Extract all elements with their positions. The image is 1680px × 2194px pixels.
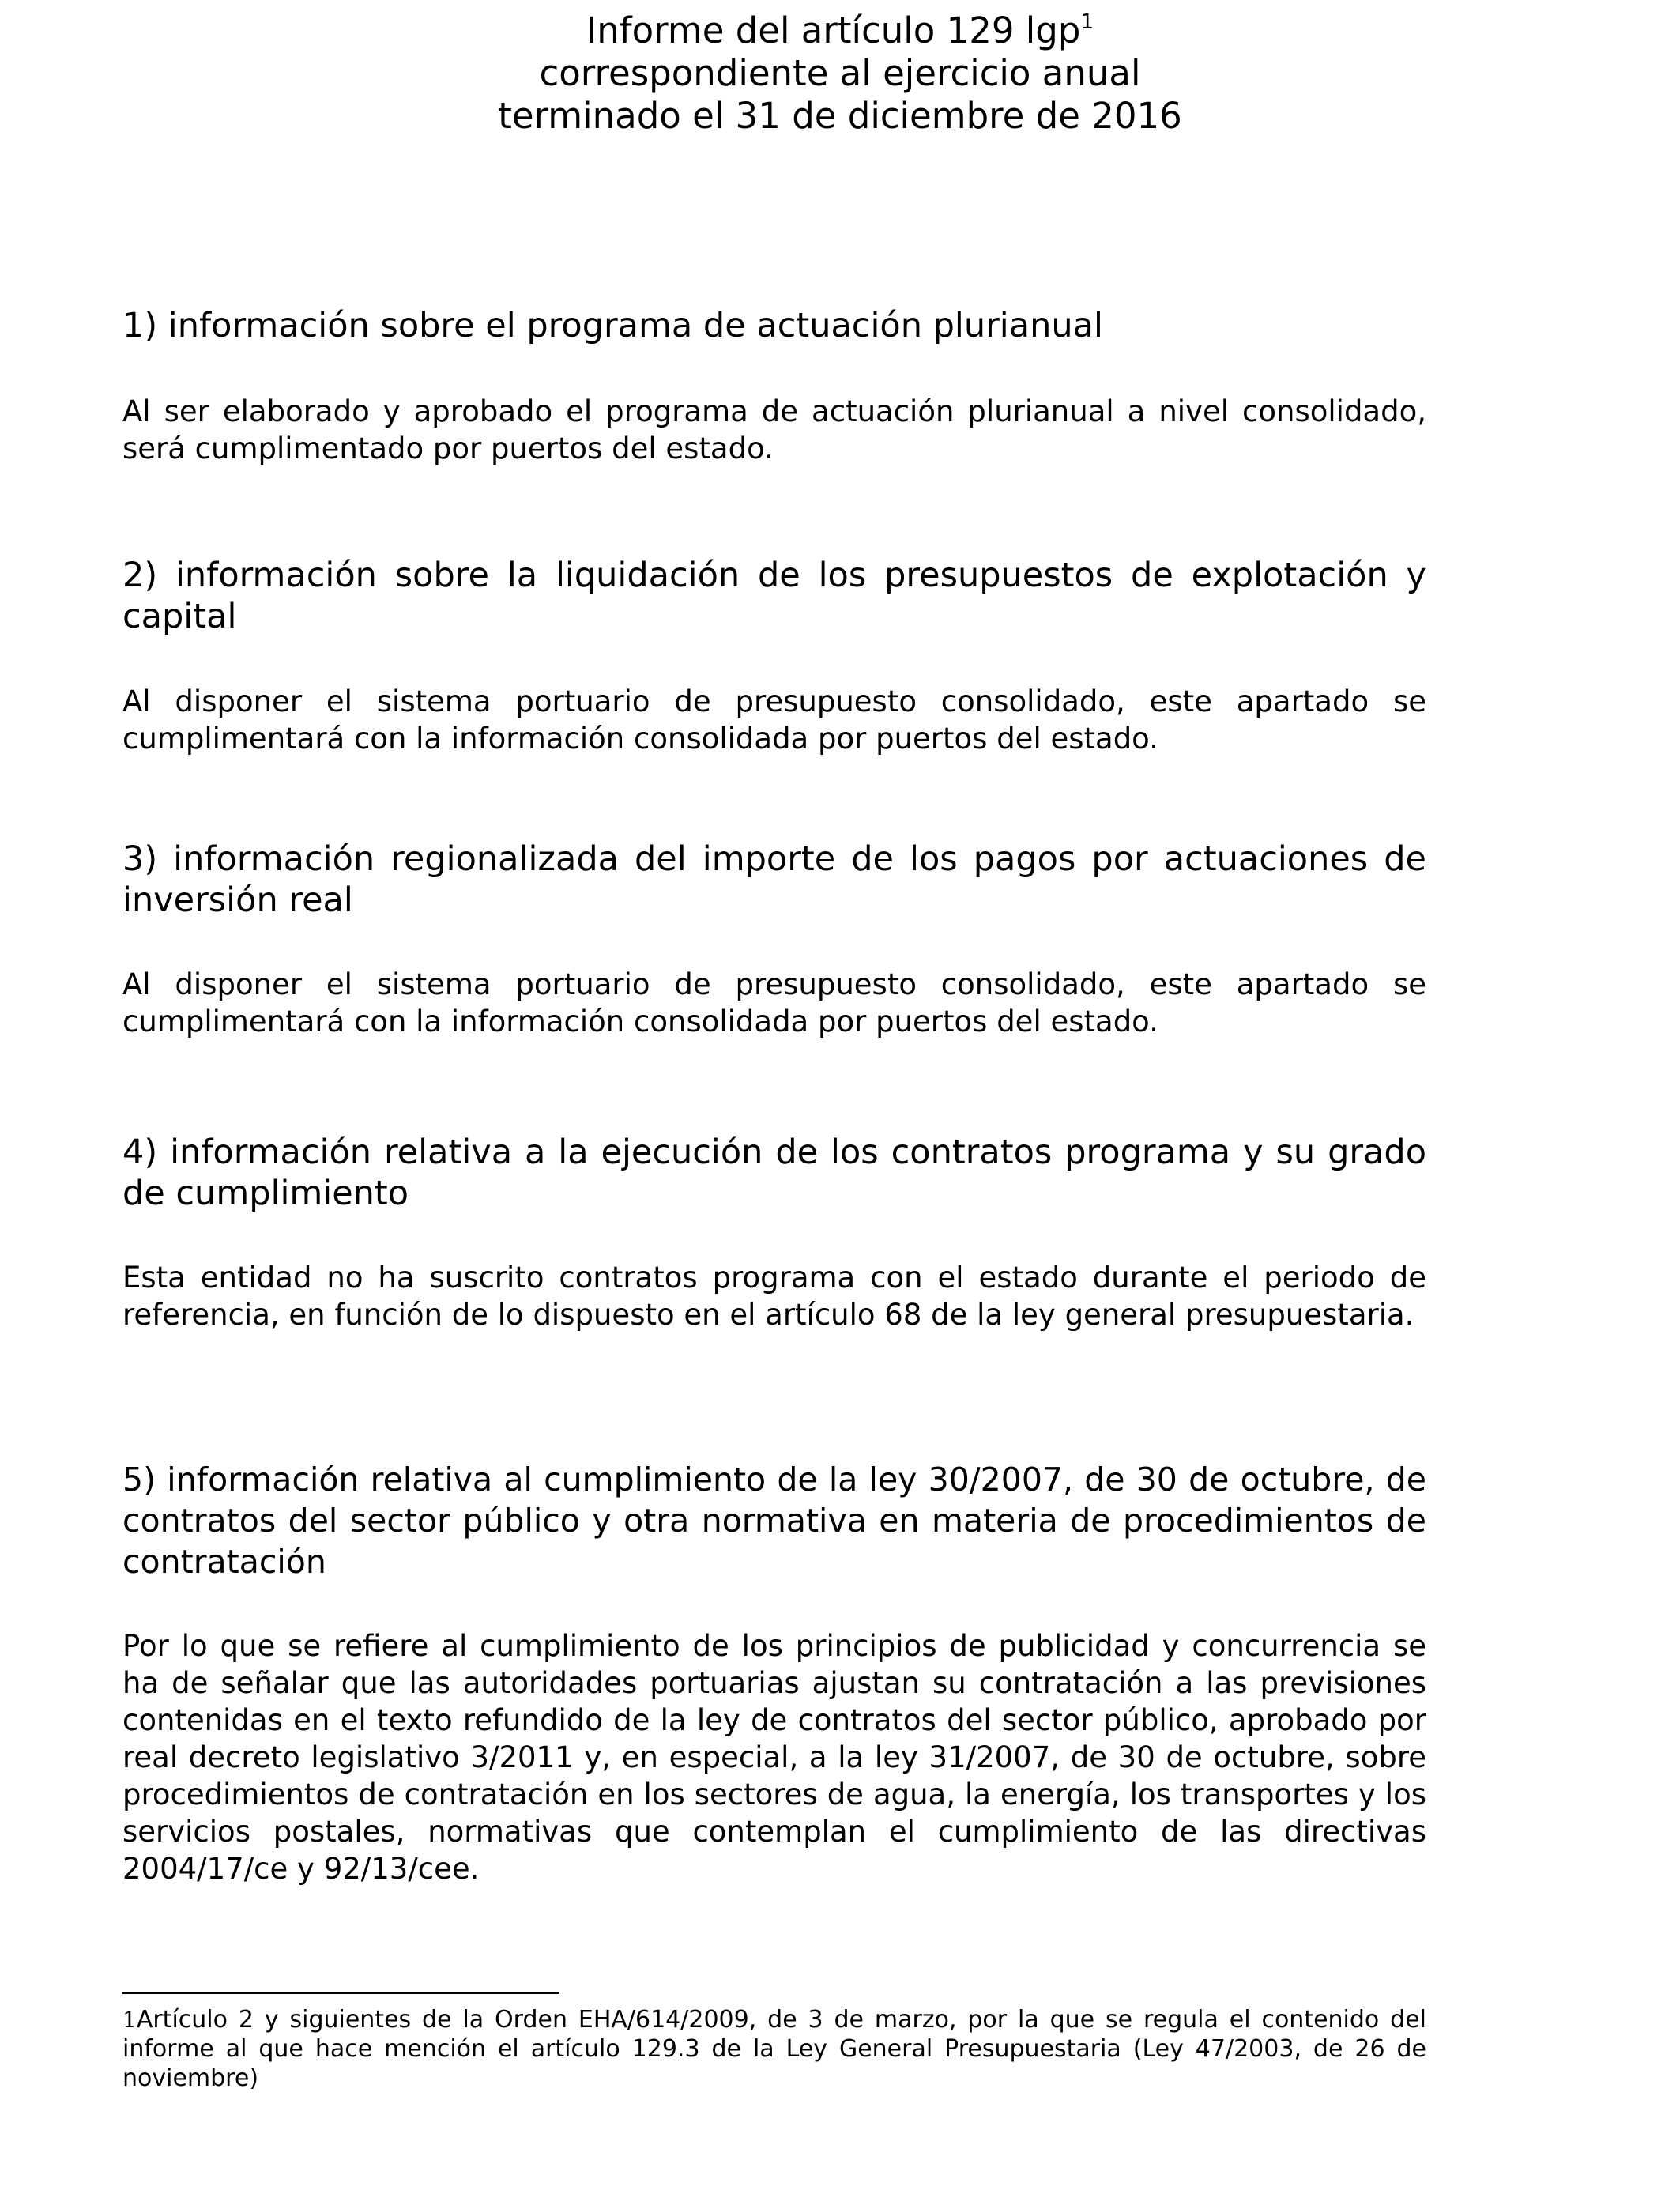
section-4-body: Esta entidad no ha suscrito contratos programa con el estado durante el periodo de referencia, en función de lo dispuesto en el artículo 68 de la ley general presupuestaria. <box>122 1261 1426 1332</box>
section-3-heading: 3) información regionalizada del importe de los pagos por actuaciones de inversión real <box>122 839 1426 920</box>
section-5-body: Por lo que se refiere al cumplimiento de los principios de publicidad y concurrencia se ha de señalar que las autoridades portuarias ajustan su contratación a las previsiones contenidas en el texto refundido de la ley de contratos del sector público, aprobado por real decreto legislativo 3/2011 y, en especial, a la ley 31/2007, de 30 de octubre, sobre procedimientos de contratación en los sectores de agua, la energía, los transportes y los servicios postales, normativas que contemplan el cumplimiento de las directivas 2004/17/ce y 92/13/cee. <box>122 1629 1426 1886</box>
footnote-text: Artículo 2 y siguientes de la Orden EHA/614/2009, de 3 de marzo, por la que se regula el contenido del informe al que hace mención el artículo 129.3 de la Ley General Presupuestaria (Ley 47/2003, de 26 de noviembre) <box>122 2006 1426 2092</box>
section-5-heading: 5) información relativa al cumplimiento de la ley 30/2007, de 30 de octubre, de contratos del sector público y otra normativa en materia de procedimientos de contratación <box>122 1461 1426 1581</box>
section-2-body: Al disponer el sistema portuario de presupuesto consolidado, este apartado se cumplimentará con la información consolidada por puertos del estado. <box>122 684 1426 756</box>
section-4-heading: 4) información relativa a la ejecución de los contratos programa y su grado de cumplimiento <box>122 1133 1426 1213</box>
footnote-marker: 1 <box>122 2007 137 2033</box>
document-title <box>0 9 1680 138</box>
section-2-heading: 2) información sobre la liquidación de los presupuestos de explotación y capital <box>122 556 1426 636</box>
title-text-1: Informe del artículo 129 lgp <box>586 9 1081 51</box>
section-3-body: Al disponer el sistema portuario de presupuesto consolidado, este apartado se cumplimentará con la información consolidada por puertos del estado. <box>122 967 1426 1039</box>
title-line-2: correspondiente al ejercicio anual <box>539 52 1141 94</box>
title-line-1 <box>0 9 1680 52</box>
section-1-body: Al ser elaborado y aprobado el programa de actuación plurianual a nivel consolidado, será cumplimentado por puertos del estado. <box>122 394 1426 466</box>
footnote <box>122 2005 1426 2093</box>
footnote-separator <box>122 1992 559 1994</box>
title-footnote-marker: 1 <box>1080 10 1094 34</box>
title-line-3: terminado el 31 de diciembre de 2016 <box>498 95 1182 137</box>
section-1-heading: 1) información sobre el programa de actuación plurianual <box>122 306 1103 345</box>
